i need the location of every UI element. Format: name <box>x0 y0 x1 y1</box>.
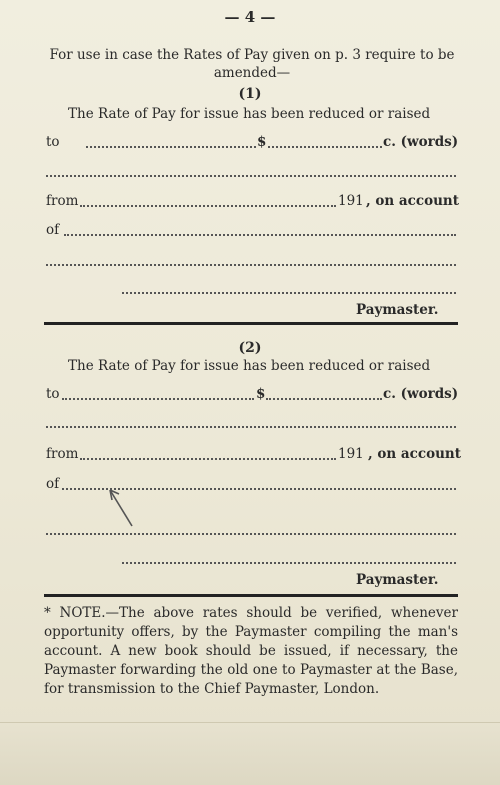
section-2-from-label: from <box>46 446 79 462</box>
section-2-on-account: , on account <box>368 446 461 462</box>
section-1-heading: The Rate of Pay for issue has been reduced or raised <box>68 106 431 122</box>
section-2-signature-line <box>122 562 456 564</box>
section-2-from-line <box>80 458 336 460</box>
section-1-signature-label: Paymaster. <box>356 302 439 318</box>
section-1-cents-words: c. (words) <box>383 134 459 150</box>
underlying-page-strip <box>0 722 500 785</box>
footnote: * NOTE.—The above rates should be verified, whenever opportunity offers, by the Paymaster compiling the man's account. A new book should be issued, if necessary, the Paymaster forwarding the old one to Paymaster at the Base, for transmission to the Chief Paymaster, London. <box>44 605 458 697</box>
section-1-cents-line <box>268 146 382 148</box>
section-2-words-line <box>46 426 456 428</box>
section-2-to-label: to <box>46 386 60 402</box>
section-2-signature-label: Paymaster. <box>356 572 439 588</box>
section-1-dollar-sign: $ <box>257 134 267 150</box>
section-1-from-line <box>80 205 336 207</box>
section-2-of-label: of <box>46 476 60 492</box>
section-1-to-label: to <box>46 134 60 150</box>
pencil-arrow-mark <box>108 488 140 532</box>
section-1-signature-line <box>122 292 456 294</box>
note-divider <box>44 594 458 597</box>
section-1-on-account: , on account <box>366 193 459 209</box>
page-number: — 4 — <box>224 8 276 26</box>
section-1-words-line <box>46 175 456 177</box>
section-2-extra-line <box>46 533 456 535</box>
section-1-extra-line <box>46 264 456 266</box>
section-2-number: (2) <box>238 340 262 356</box>
section-1-of-label: of <box>46 222 60 238</box>
section-2-year: 191 <box>338 446 364 462</box>
section-2-cents-line <box>266 398 382 400</box>
section-1-year: 191 <box>338 193 364 209</box>
section-1-from-label: from <box>46 193 79 209</box>
section-divider <box>44 322 458 325</box>
section-2-dollar-sign: $ <box>256 386 266 402</box>
intro-text: For use in case the Rates of Pay given on p. 3 require to be amended— <box>49 47 455 81</box>
section-1-of-line <box>64 234 456 236</box>
section-1-number: (1) <box>238 86 262 102</box>
section-2-heading: The Rate of Pay for issue has been reduced or raised <box>68 358 431 374</box>
section-2-cents-words: c. (words) <box>383 386 459 402</box>
section-1-dollars-line <box>86 146 256 148</box>
section-2-dollars-line <box>62 398 254 400</box>
